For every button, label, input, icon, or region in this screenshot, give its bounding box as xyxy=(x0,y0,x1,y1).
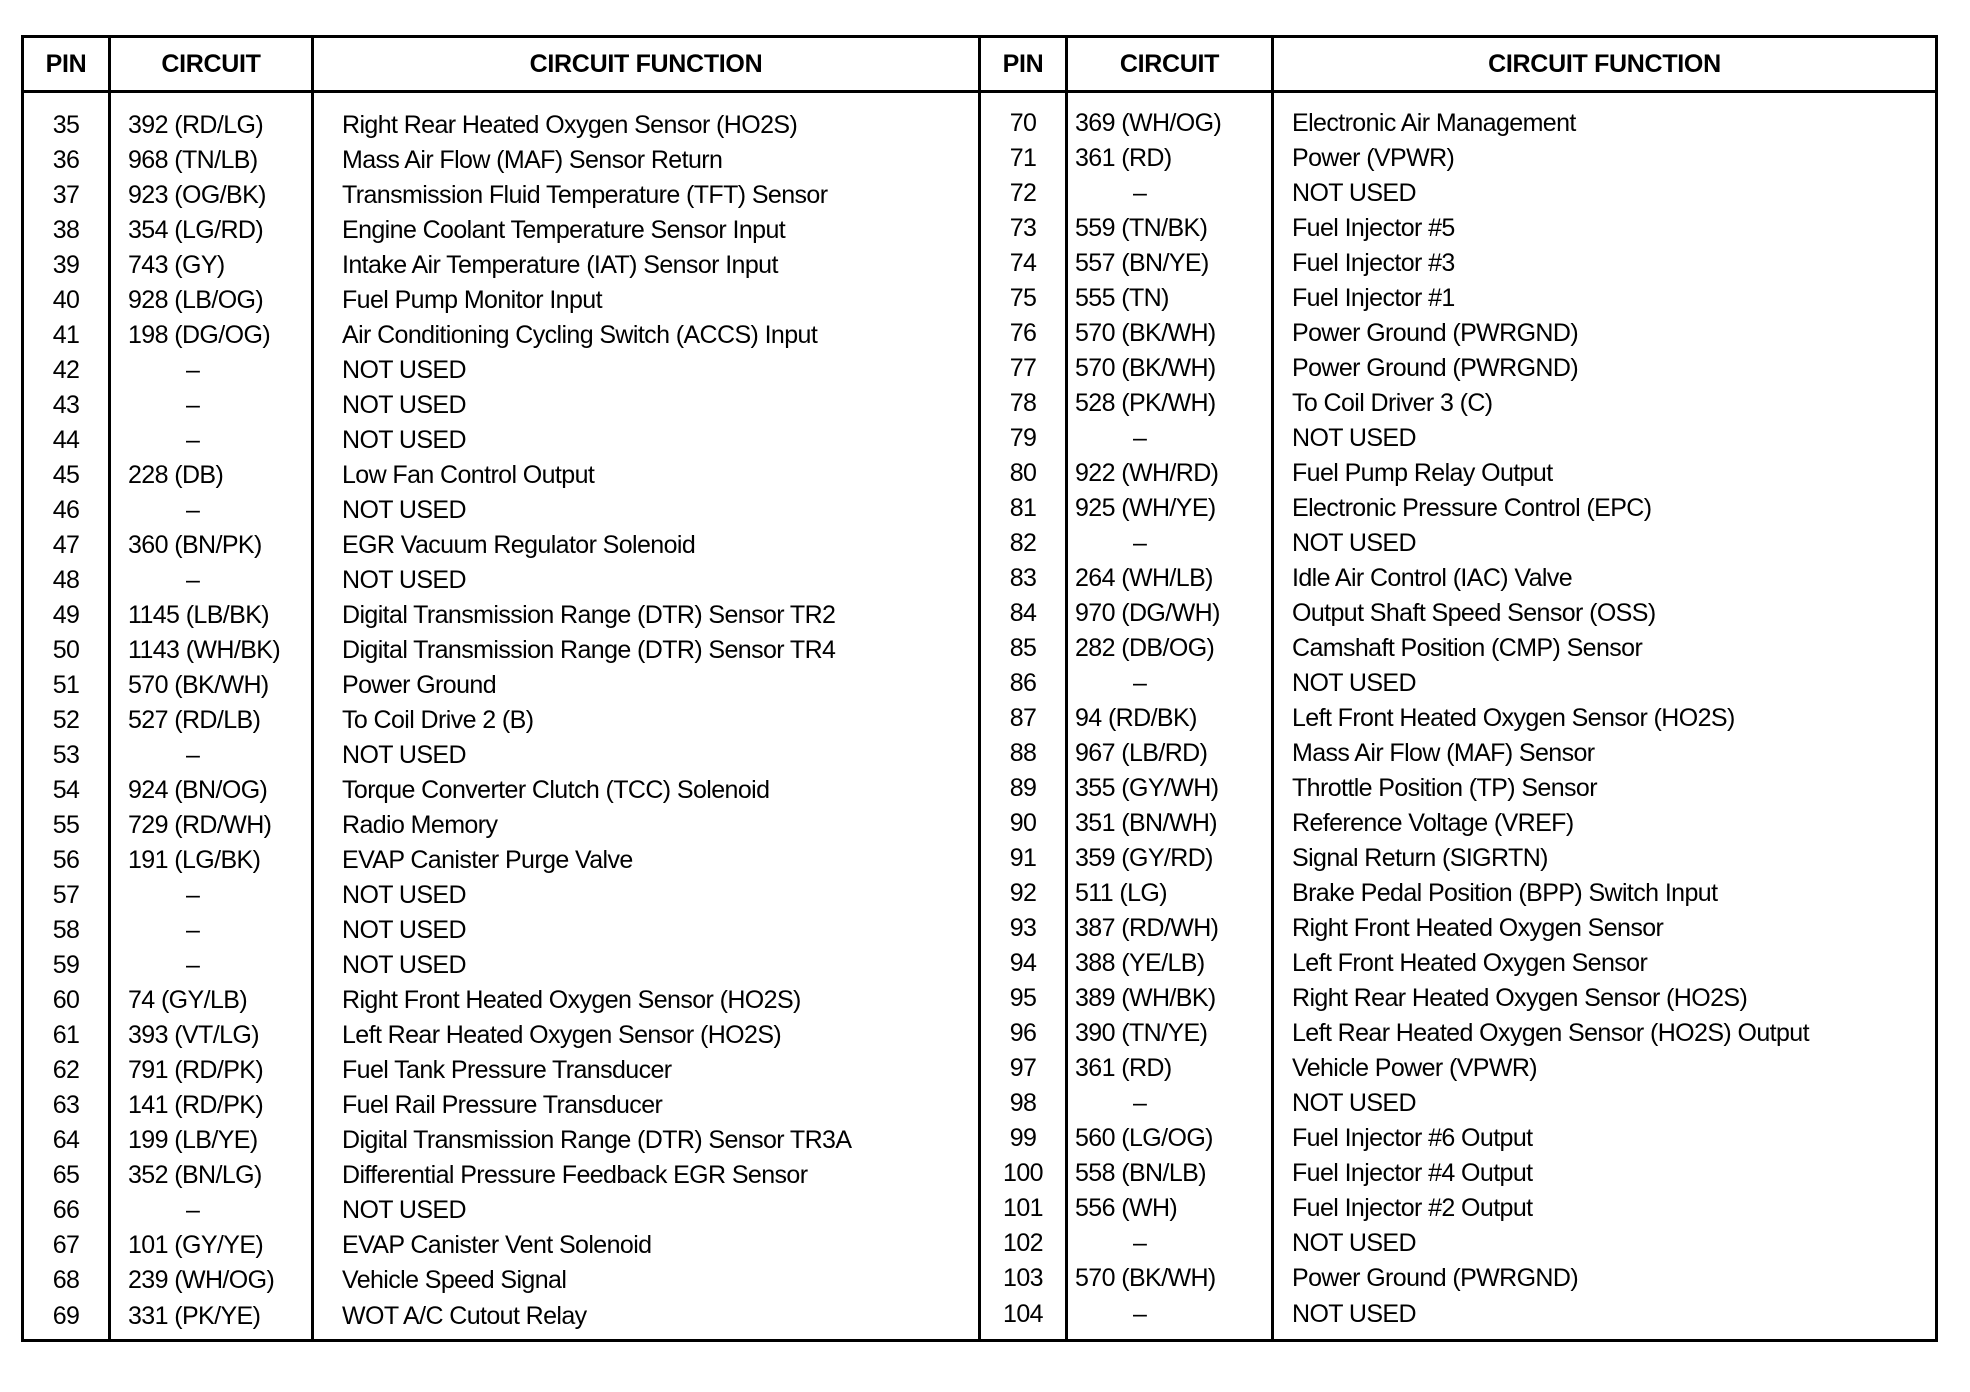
circuit-id: 570 (BK/WH) xyxy=(1075,318,1216,347)
header-function-left: CIRCUIT FUNCTION xyxy=(529,49,763,78)
pin-number: 102 xyxy=(1003,1229,1043,1258)
circuit-id: 557 (BN/YE) xyxy=(1075,248,1209,277)
pin-number: 87 xyxy=(1009,704,1037,732)
circuit-function: Fuel Injector #3 xyxy=(1292,248,1455,277)
circuit-function: Digital Transmission Range (DTR) Sensor TR2 xyxy=(342,600,836,629)
circuit-id: 355 (GY/WH) xyxy=(1075,774,1219,803)
circuit-id: 559 (TN/BK) xyxy=(1075,213,1208,242)
circuit-id: 743 (GY) xyxy=(128,250,225,279)
circuit-function: Brake Pedal Position (BPP) Switch Input xyxy=(1292,879,1718,908)
circuit-id: 393 (VT/LG) xyxy=(128,1021,259,1050)
circuit-function: Signal Return (SIGRTN) xyxy=(1292,844,1548,873)
circuit-id: 389 (WH/BK) xyxy=(1075,984,1216,1013)
pin-number: 35 xyxy=(52,110,80,139)
column-divider xyxy=(108,38,111,1339)
circuit-id: 228 (DB) xyxy=(128,460,224,489)
circuit-function: Differential Pressure Feedback EGR Sensor xyxy=(342,1161,808,1190)
circuit-function: Vehicle Speed Signal xyxy=(342,1266,567,1295)
circuit-function: Mass Air Flow (MAF) Sensor xyxy=(1292,739,1595,768)
pin-number: 86 xyxy=(1009,668,1037,697)
circuit-id: – xyxy=(186,916,200,945)
circuit-id: 923 (OG/BK) xyxy=(128,180,266,209)
circuit-function: Fuel Injector #2 Output xyxy=(1292,1194,1533,1223)
pin-number: 94 xyxy=(1009,949,1037,978)
pin-number: 46 xyxy=(52,495,80,524)
circuit-function: NOT USED xyxy=(342,390,466,419)
circuit-id: 390 (TN/YE) xyxy=(1075,1019,1208,1048)
circuit-id: 198 (DG/OG) xyxy=(128,320,271,349)
circuit-id: 369 (WH/OG) xyxy=(1075,108,1222,137)
pin-number: 98 xyxy=(1009,1089,1037,1118)
circuit-id: – xyxy=(1133,668,1147,697)
circuit-id: – xyxy=(1133,1299,1147,1328)
circuit-function: NOT USED xyxy=(1292,1229,1416,1258)
header-pin-left: PIN xyxy=(45,49,87,78)
pin-number: 65 xyxy=(52,1161,80,1190)
pin-number: 85 xyxy=(1009,633,1037,662)
circuit-id: 570 (BK/WH) xyxy=(128,670,269,699)
circuit-function: NOT USED xyxy=(342,741,466,770)
circuit-id: 556 (WH) xyxy=(1075,1194,1178,1223)
circuit-function: Left Front Heated Oxygen Sensor xyxy=(1292,949,1648,978)
pin-number: 44 xyxy=(52,425,80,454)
circuit-id: 141 (RD/PK) xyxy=(128,1091,264,1120)
circuit-id: – xyxy=(186,565,200,594)
circuit-id: – xyxy=(1133,178,1147,207)
circuit-id: 925 (WH/YE) xyxy=(1075,493,1216,522)
circuit-function: NOT USED xyxy=(1292,1089,1416,1118)
pin-number: 43 xyxy=(52,390,80,419)
pin-number: 75 xyxy=(1009,283,1037,312)
circuit-function: Camshaft Position (CMP) Sensor xyxy=(1292,633,1643,662)
circuit-function: Right Rear Heated Oxygen Sensor (HO2S) xyxy=(1292,984,1748,1013)
pin-number: 76 xyxy=(1009,318,1037,347)
circuit-id: 970 (DG/WH) xyxy=(1075,598,1220,627)
pin-number: 81 xyxy=(1009,493,1037,522)
pin-number: 57 xyxy=(52,881,80,910)
circuit-function: Intake Air Temperature (IAT) Sensor Input xyxy=(342,250,778,279)
circuit-function: Fuel Tank Pressure Transducer xyxy=(342,1056,672,1085)
circuit-function: Power Ground (PWRGND) xyxy=(1292,1264,1579,1293)
pin-number: 41 xyxy=(52,320,80,349)
pin-number: 80 xyxy=(1009,458,1037,487)
pin-number: 55 xyxy=(52,811,80,840)
circuit-function: Left Rear Heated Oxygen Sensor (HO2S) xyxy=(342,1021,782,1050)
pin-number: 73 xyxy=(1009,213,1037,242)
pin-number: 51 xyxy=(52,670,80,699)
circuit-id: 282 (DB/OG) xyxy=(1075,633,1215,662)
column-divider xyxy=(1065,38,1068,1339)
circuit-id: 94 (RD/BK) xyxy=(1075,704,1197,732)
circuit-function: Fuel Injector #4 Output xyxy=(1292,1159,1533,1188)
circuit-id: 361 (RD) xyxy=(1075,1054,1172,1083)
pin-number: 39 xyxy=(52,250,80,279)
circuit-id: 570 (BK/WH) xyxy=(1075,353,1216,382)
circuit-function: Fuel Injector #5 xyxy=(1292,213,1455,242)
circuit-function: Left Front Heated Oxygen Sensor (HO2S) xyxy=(1292,704,1735,732)
circuit-function: Mass Air Flow (MAF) Sensor Return xyxy=(342,145,723,174)
circuit-function: Electronic Air Management xyxy=(1292,108,1576,137)
header-pin-right: PIN xyxy=(1002,49,1044,78)
pin-number: 40 xyxy=(52,285,80,314)
pin-number: 50 xyxy=(52,635,80,664)
circuit-id: 392 (RD/LG) xyxy=(128,110,264,139)
circuit-id: 560 (LG/OG) xyxy=(1075,1124,1213,1153)
circuit-function: Power (VPWR) xyxy=(1292,143,1455,172)
circuit-id: 354 (LG/RD) xyxy=(128,215,264,244)
circuit-function: NOT USED xyxy=(1292,668,1416,697)
circuit-function: Power Ground (PWRGND) xyxy=(1292,318,1579,347)
circuit-function: NOT USED xyxy=(1292,528,1416,557)
circuit-id: – xyxy=(1133,423,1147,452)
pin-number: 71 xyxy=(1009,143,1037,172)
circuit-function: NOT USED xyxy=(342,1196,466,1225)
pin-number: 60 xyxy=(52,986,80,1015)
pin-number: 84 xyxy=(1009,598,1037,627)
circuit-id: 199 (LB/YE) xyxy=(128,1126,258,1155)
circuit-id: – xyxy=(186,425,200,454)
pin-number: 66 xyxy=(52,1196,80,1225)
pin-number: 96 xyxy=(1009,1019,1037,1048)
circuit-function: Throttle Position (TP) Sensor xyxy=(1292,774,1597,803)
column-divider xyxy=(1271,38,1274,1339)
circuit-id: 558 (BN/LB) xyxy=(1075,1159,1206,1188)
circuit-id: 1143 (WH/BK) xyxy=(128,635,281,664)
pin-number: 89 xyxy=(1009,774,1037,803)
circuit-id: 191 (LG/BK) xyxy=(128,846,261,875)
pin-number: 74 xyxy=(1009,248,1037,277)
circuit-function: Power Ground xyxy=(342,670,496,699)
pin-number: 67 xyxy=(52,1231,80,1260)
circuit-id: – xyxy=(186,355,200,384)
circuit-function: NOT USED xyxy=(1292,178,1416,207)
circuit-id: 527 (RD/LB) xyxy=(128,706,261,734)
circuit-id: 101 (GY/YE) xyxy=(128,1231,264,1260)
pin-number: 100 xyxy=(1003,1159,1043,1188)
circuit-function: EGR Vacuum Regulator Solenoid xyxy=(342,530,696,559)
circuit-id: 511 (LG) xyxy=(1075,879,1168,908)
circuit-id: – xyxy=(186,1196,200,1225)
pin-number: 72 xyxy=(1009,178,1037,207)
circuit-function: Fuel Injector #1 xyxy=(1292,283,1455,312)
pin-table xyxy=(21,35,1938,1342)
circuit-function: Right Front Heated Oxygen Sensor (HO2S) xyxy=(342,986,801,1015)
pin-number: 97 xyxy=(1009,1054,1037,1083)
pin-number: 82 xyxy=(1009,528,1037,557)
pin-number: 69 xyxy=(52,1301,80,1330)
circuit-id: 924 (BN/OG) xyxy=(128,776,268,805)
pin-number: 90 xyxy=(1009,809,1037,838)
pin-number: 47 xyxy=(52,530,80,559)
circuit-function: WOT A/C Cutout Relay xyxy=(342,1301,587,1330)
circuit-function: NOT USED xyxy=(342,881,466,910)
circuit-function: Digital Transmission Range (DTR) Sensor TR3A xyxy=(342,1126,852,1155)
circuit-id: 352 (BN/LG) xyxy=(128,1161,262,1190)
circuit-id: 1145 (LB/BK) xyxy=(128,600,270,629)
circuit-function: NOT USED xyxy=(1292,1299,1416,1328)
circuit-id: 967 (LB/RD) xyxy=(1075,739,1208,768)
circuit-id: 361 (RD) xyxy=(1075,143,1172,172)
circuit-function: Vehicle Power (VPWR) xyxy=(1292,1054,1538,1083)
header-function-right: CIRCUIT FUNCTION xyxy=(1488,49,1721,78)
circuit-function: Fuel Injector #6 Output xyxy=(1292,1124,1533,1153)
pin-number: 52 xyxy=(52,706,80,734)
pin-number: 104 xyxy=(1003,1299,1043,1328)
circuit-function: Fuel Rail Pressure Transducer xyxy=(342,1091,663,1120)
circuit-id: – xyxy=(1133,1229,1147,1258)
pin-number: 83 xyxy=(1009,563,1037,592)
circuit-function: Radio Memory xyxy=(342,811,498,840)
circuit-id: 922 (WH/RD) xyxy=(1075,458,1219,487)
header-circuit-left: CIRCUIT xyxy=(161,49,261,78)
circuit-id: 359 (GY/RD) xyxy=(1075,844,1213,873)
pin-number: 77 xyxy=(1009,353,1037,382)
circuit-function: Idle Air Control (IAC) Valve xyxy=(1292,563,1573,592)
circuit-function: Output Shaft Speed Sensor (OSS) xyxy=(1292,598,1656,627)
circuit-function: NOT USED xyxy=(342,425,466,454)
pin-number: 79 xyxy=(1009,423,1037,452)
circuit-function: Right Rear Heated Oxygen Sensor (HO2S) xyxy=(342,110,798,139)
circuit-id: 729 (RD/WH) xyxy=(128,811,272,840)
pin-number: 37 xyxy=(52,180,80,209)
circuit-id: – xyxy=(1133,528,1147,557)
pin-number: 49 xyxy=(52,600,80,629)
circuit-id: – xyxy=(186,390,200,419)
circuit-function: NOT USED xyxy=(342,565,466,594)
pin-number: 36 xyxy=(52,145,80,174)
circuit-function: NOT USED xyxy=(342,355,466,384)
circuit-function: NOT USED xyxy=(342,916,466,945)
circuit-id: 360 (BN/PK) xyxy=(128,530,262,559)
header-circuit-right: CIRCUIT xyxy=(1119,49,1220,78)
circuit-function: Fuel Pump Relay Output xyxy=(1292,458,1553,487)
pin-number: 78 xyxy=(1009,388,1037,417)
pin-number: 53 xyxy=(52,741,80,770)
pin-number: 68 xyxy=(52,1266,80,1295)
pin-number: 64 xyxy=(52,1126,80,1155)
pin-number: 91 xyxy=(1009,844,1037,873)
pin-number: 48 xyxy=(52,565,80,594)
circuit-id: 239 (WH/OG) xyxy=(128,1266,275,1295)
pin-number: 101 xyxy=(1003,1194,1043,1223)
pin-number: 92 xyxy=(1009,879,1037,908)
circuit-id: 388 (YE/LB) xyxy=(1075,949,1205,978)
circuit-function: NOT USED xyxy=(342,495,466,524)
pin-number: 56 xyxy=(52,846,80,875)
pin-number: 95 xyxy=(1009,984,1037,1013)
circuit-function: Right Front Heated Oxygen Sensor xyxy=(1292,914,1664,943)
circuit-function: Air Conditioning Cycling Switch (ACCS) Input xyxy=(342,320,818,349)
circuit-id: – xyxy=(1133,1089,1147,1118)
circuit-function: Fuel Pump Monitor Input xyxy=(342,285,602,314)
circuit-function: Transmission Fluid Temperature (TFT) Sensor xyxy=(342,180,828,209)
circuit-id: 528 (PK/WH) xyxy=(1075,388,1216,417)
circuit-function: EVAP Canister Vent Solenoid xyxy=(342,1231,652,1260)
pin-number: 88 xyxy=(1009,739,1037,768)
column-divider xyxy=(311,38,314,1339)
circuit-id: 351 (BN/WH) xyxy=(1075,809,1218,838)
circuit-id: 331 (PK/YE) xyxy=(128,1301,261,1330)
circuit-function: Torque Converter Clutch (TCC) Solenoid xyxy=(342,776,770,805)
circuit-function: To Coil Driver 3 (C) xyxy=(1292,388,1493,417)
circuit-function: NOT USED xyxy=(1292,423,1416,452)
circuit-id: – xyxy=(186,741,200,770)
circuit-function: NOT USED xyxy=(342,951,466,980)
circuit-function: Power Ground (PWRGND) xyxy=(1292,353,1579,382)
pin-number: 58 xyxy=(52,916,80,945)
circuit-id: 928 (LB/OG) xyxy=(128,285,264,314)
circuit-function: Low Fan Control Output xyxy=(342,460,595,489)
circuit-id: 264 (WH/LB) xyxy=(1075,563,1213,592)
pin-number: 54 xyxy=(52,776,80,805)
pin-number: 38 xyxy=(52,215,80,244)
circuit-function: Left Rear Heated Oxygen Sensor (HO2S) Output xyxy=(1292,1019,1809,1048)
circuit-function: Engine Coolant Temperature Sensor Input xyxy=(342,215,786,244)
pin-number: 93 xyxy=(1009,914,1037,943)
pin-number: 63 xyxy=(52,1091,80,1120)
circuit-id: 387 (RD/WH) xyxy=(1075,914,1219,943)
pin-number: 59 xyxy=(52,951,80,980)
pin-number: 45 xyxy=(52,460,80,489)
circuit-id: 74 (GY/LB) xyxy=(128,986,248,1015)
circuit-id: 791 (RD/PK) xyxy=(128,1056,264,1085)
circuit-function: Electronic Pressure Control (EPC) xyxy=(1292,493,1652,522)
pin-number: 70 xyxy=(1009,108,1037,137)
circuit-id: 968 (TN/LB) xyxy=(128,145,258,174)
pin-number: 103 xyxy=(1003,1264,1043,1293)
circuit-function: To Coil Drive 2 (B) xyxy=(342,706,534,734)
pin-number: 62 xyxy=(52,1056,80,1085)
circuit-function: Digital Transmission Range (DTR) Sensor TR4 xyxy=(342,635,836,664)
pin-number: 61 xyxy=(52,1021,80,1050)
circuit-id: 570 (BK/WH) xyxy=(1075,1264,1216,1293)
circuit-id: – xyxy=(186,495,200,524)
circuit-function: Reference Voltage (VREF) xyxy=(1292,809,1574,838)
circuit-id: 555 (TN) xyxy=(1075,283,1169,312)
circuit-id: – xyxy=(186,951,200,980)
circuit-function: EVAP Canister Purge Valve xyxy=(342,846,633,875)
circuit-id: – xyxy=(186,881,200,910)
pin-number: 99 xyxy=(1009,1124,1037,1153)
pin-number: 42 xyxy=(52,355,80,384)
